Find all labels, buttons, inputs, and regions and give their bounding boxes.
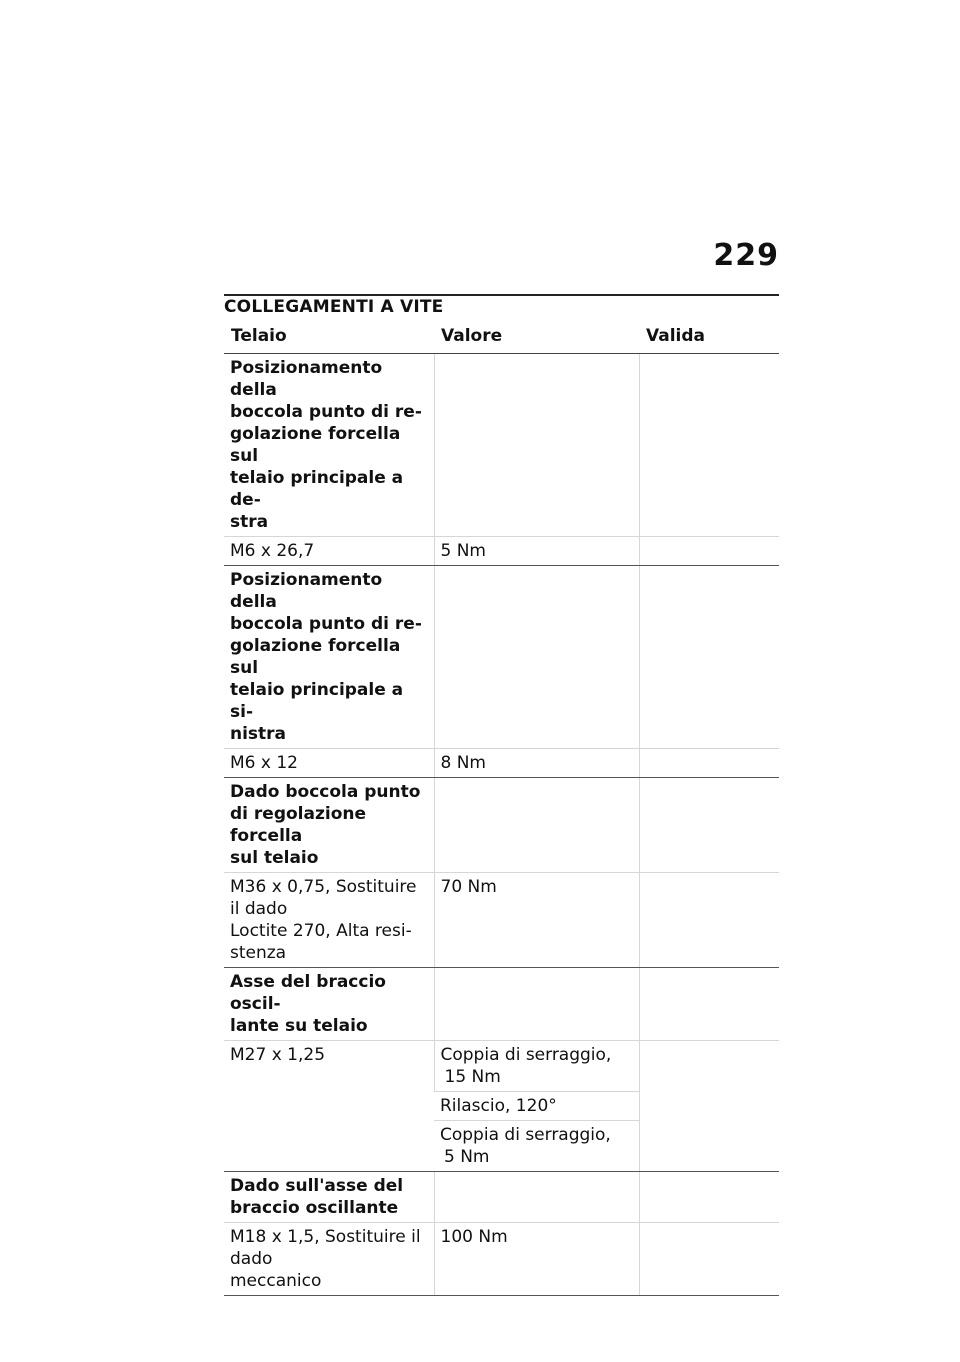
empty-cell bbox=[434, 778, 639, 873]
group-title: Dado sull'asse del braccio oscillante bbox=[224, 1172, 434, 1223]
empty-cell bbox=[434, 1172, 639, 1223]
group-title-row bbox=[224, 566, 779, 749]
group-title-row bbox=[224, 354, 779, 537]
spec-cell: M27 x 1,25 bbox=[224, 1041, 434, 1172]
group-title: Dado boccola punto di regolazione forcella sul telaio bbox=[224, 778, 434, 873]
page-number: 229 bbox=[713, 238, 779, 273]
group-title: Posizionamento della boccola punto di re- golazione forcella sul telaio principale a si- nistra bbox=[224, 566, 434, 749]
empty-cell bbox=[639, 354, 779, 537]
group-title: Asse del braccio oscil- lante su telaio bbox=[224, 968, 434, 1041]
step-cell: Coppia di serraggio, 5 Nm bbox=[434, 1121, 639, 1172]
value-cell: 100 Nm bbox=[434, 1223, 639, 1296]
group-value-row bbox=[224, 1223, 779, 1296]
screw-connections-table bbox=[224, 318, 779, 1296]
spec-cell: M6 x 12 bbox=[224, 749, 434, 778]
group-value-row bbox=[224, 749, 779, 778]
valid-cell bbox=[639, 537, 779, 566]
group-title-row bbox=[224, 968, 779, 1041]
valid-cell bbox=[639, 873, 779, 968]
value-cell: 70 Nm bbox=[434, 873, 639, 968]
spec-cell: M18 x 1,5, Sostituire il dado meccanico bbox=[224, 1223, 434, 1296]
step-cell: Rilascio, 120° bbox=[434, 1092, 639, 1121]
group-value-row bbox=[224, 873, 779, 968]
step-cell: Coppia di serraggio, 15 Nm bbox=[434, 1041, 639, 1092]
group-title-row bbox=[224, 1172, 779, 1223]
valid-cell bbox=[639, 1041, 779, 1172]
value-cell: 5 Nm bbox=[434, 537, 639, 566]
empty-cell bbox=[434, 354, 639, 537]
column-header-value: Valore bbox=[434, 318, 639, 354]
empty-cell bbox=[639, 1172, 779, 1223]
spec-cell: M6 x 26,7 bbox=[224, 537, 434, 566]
header-rule bbox=[224, 294, 779, 296]
spec-cell: M36 x 0,75, Sostituire il dado Loctite 270, Alta resi- stenza bbox=[224, 873, 434, 968]
valid-cell bbox=[639, 1223, 779, 1296]
empty-cell bbox=[639, 566, 779, 749]
column-header-valid: Valida bbox=[639, 318, 779, 354]
empty-cell bbox=[639, 968, 779, 1041]
valid-cell bbox=[639, 749, 779, 778]
value-cell: 8 Nm bbox=[434, 749, 639, 778]
group-title-row bbox=[224, 778, 779, 873]
section-title: COLLEGAMENTI A VITE bbox=[224, 297, 444, 317]
empty-cell bbox=[434, 968, 639, 1041]
group-title: Posizionamento della boccola punto di re- golazione forcella sul telaio principale a de- stra bbox=[224, 354, 434, 537]
empty-cell bbox=[639, 778, 779, 873]
table-header-row bbox=[224, 318, 779, 354]
group-step-row bbox=[224, 1041, 779, 1092]
group-value-row bbox=[224, 537, 779, 566]
empty-cell bbox=[434, 566, 639, 749]
column-header-frame: Telaio bbox=[224, 318, 434, 354]
